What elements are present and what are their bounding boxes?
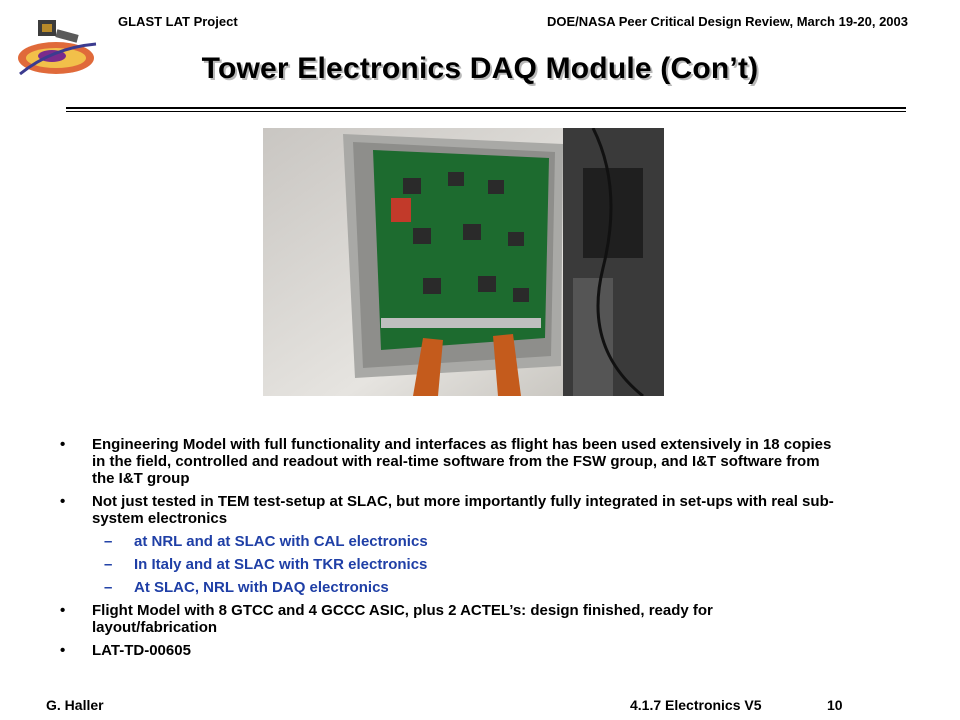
sub-bullet-item — [58, 533, 838, 550]
bullet-item — [58, 436, 838, 487]
footer-page-number: 10 — [827, 697, 843, 713]
sub-bullet-text: at NRL and at SLAC with CAL electronics — [134, 533, 428, 550]
bullet-text: Engineering Model with full functionality and interfaces as flight has been used extensively in 18 copies in the field, controlled and readout with real-time software from the FSW group, and I&T software from the I&T group — [92, 436, 832, 487]
bullet-item — [58, 642, 838, 659]
slide-title: Tower Electronics DAQ Module (Con’t) — [201, 52, 759, 85]
bullet-dot: • — [60, 436, 66, 453]
bullet-dot: • — [60, 493, 66, 510]
bullet-text: Not just tested in TEM test-setup at SLAC, but more importantly fully integrated in set-ups with real sub-system electronics — [92, 493, 834, 527]
sub-bullet-item — [58, 556, 838, 573]
bullet-text: LAT-TD-00605 — [92, 642, 191, 659]
title-rule-top — [66, 107, 906, 109]
sub-bullet-text: In Italy and at SLAC with TKR electronics — [134, 556, 428, 573]
bullet-dot: • — [60, 602, 66, 619]
sub-bullet-dash: – — [104, 579, 113, 596]
circuit-board-photo — [263, 128, 664, 396]
header-review: DOE/NASA Peer Critical Design Review, March 19-20, 2003 — [546, 14, 908, 29]
bullet-list — [58, 436, 838, 665]
sub-bullet-item — [58, 579, 838, 596]
footer-author: G. Haller — [46, 697, 104, 713]
bullet-item — [58, 602, 838, 636]
sub-bullet-text: At SLAC, NRL with DAQ electronics — [134, 579, 389, 596]
footer-section: 4.1.7 Electronics V5 — [630, 697, 762, 713]
bullet-dot: • — [60, 642, 66, 659]
sub-bullet-dash: – — [104, 556, 113, 573]
title-rule-bottom — [66, 111, 906, 112]
bullet-text: Flight Model with 8 GTCC and 4 GCCC ASIC, plus 2 ACTEL’s: design finished, ready for layout/fabrication — [92, 602, 713, 636]
bullet-item — [58, 493, 838, 527]
sub-bullet-dash: – — [104, 533, 113, 550]
header-project: GLAST LAT Project — [118, 14, 238, 29]
